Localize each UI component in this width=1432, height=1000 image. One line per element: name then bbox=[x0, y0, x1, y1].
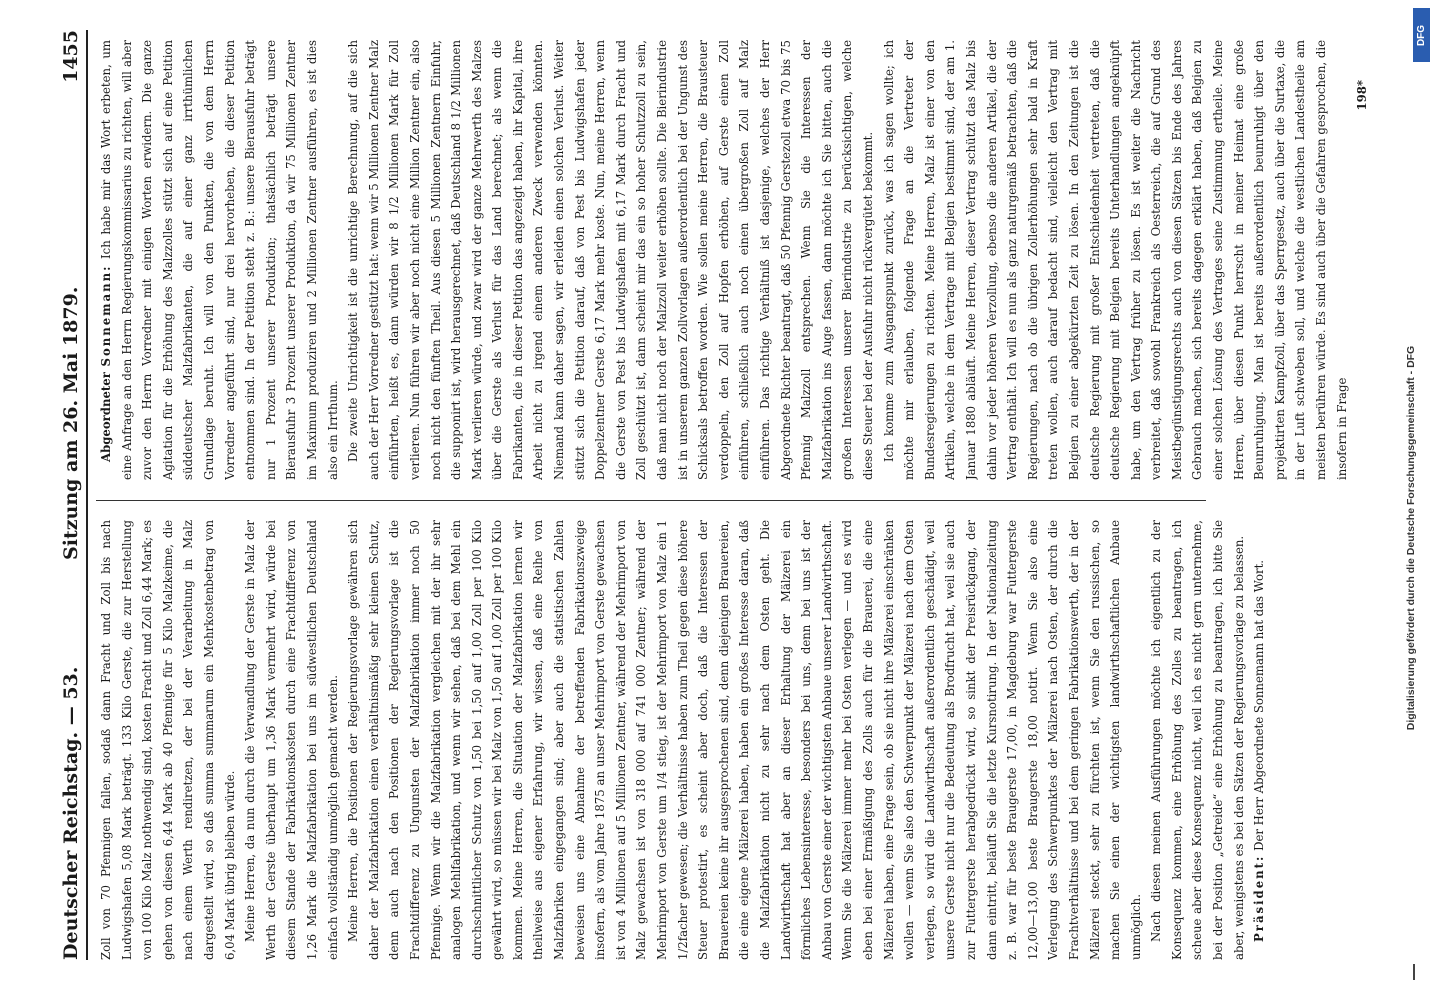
speaker-text: Ich habe mir das Wort erbeten, um eine Anfrage an den Herrn Regierungskommissarius zu richten, will aber zuvor den Herrn Vorredner mit einigen Worten erwidern. Die ganze Agitation für die Erhöhung des Malzzolles stützt sich auf eine Petition süddeutscher Malzfabrikanten, die auf einer ganz irrthümlichen Grundlage beruht. Ich will von den Punkten, die von dem Herrn Vorredner angeführt sind, nur drei hervorheben, die dieser Petition entnommen sind. In der Petition steht z. B.: unsere Bierausfuhr beträgt nur 1 Prozent unserer Produktion; thatsächlich beträgt unsere Bierausfuhr 3 Prozent unserer Produktion, da wir 75 Millionen Zentner im Maximum produziren und 2 Millionen Zentner ausführen, es ist dies also ein Irrthum. bbox=[99, 40, 340, 480]
president-label: Präsident: bbox=[1252, 854, 1267, 942]
column-divider bbox=[96, 500, 1206, 501]
president-paragraph bbox=[1249, 520, 1270, 960]
dfg-logo bbox=[1413, 8, 1430, 62]
speaker-paragraph bbox=[96, 40, 343, 480]
speaker-name: Sonnemann: bbox=[99, 264, 113, 367]
scan-edge-mark bbox=[1413, 964, 1415, 980]
paragraph: Nach diesen meinen Ausführungen möchte ich eigentlich zu der Konsequenz kommen, eine Erhöhung des Zolles zu beantragen, ich scheue aber diese Konsequenz nicht, weil ich es nicht gern unternehme, bei der Position „Getreide“ eine Erhöhung zu beantragen, ich bitte Sie aber, wenigstens es bei den Sätzen der Regierungsvorlage zu belassen. bbox=[1149, 520, 1246, 960]
page-header bbox=[52, 30, 88, 960]
left-text-column bbox=[96, 520, 1376, 960]
header-publication: Deutscher Reichstag. — 53. bbox=[60, 666, 82, 960]
speaker-title: Abgeordneter bbox=[99, 372, 113, 462]
header-session-date: Sitzung am 26. Mai 1879. bbox=[60, 286, 82, 560]
paragraph: Meine Herren, die Positionen der Regierungsvorlage gewähren sich daher der Malzfabrikation einen verhältnismäßig sehr kleinen Schutz, denn auch nach den Positionen der Regierungsvorlage ist die Frachtdifferenz zu Ungunsten der Malzfabrikation immer noch 50 Pfennige. Wenn wir die Malzfabrikation vergleichen mit der ihr sehr analogen Mehlfabrikation, und wenn wir sehen, daß bei dem Mehl ein durchschnittlicher Schutz von 1,50 bei 1,50 auf 1,00 Zoll per 100 Kilo gewährt wird, so müssen wir bei Malz von 1,50 auf 1,00 Zoll per 100 Kilo kommen. Meine Herren, die Situation der Malzfabrikation lernen wir theilweise aus eigener Erfahrung, wir wissen, daß eine Reihe von Malzfabriken eingegangen sind; aber auch die statistischen Zahlen beweisen uns eine Abnahme der betreffenden Fabrikationszweige insofern, als vom Jahre 1875 an unser Mehrimport von Gerste gewachsen ist von 4 Millionen auf 5 Millionen Zentner, während der Mehrimport von Malz gewachsen ist von 318 000 auf 741 000 Zentner; während der Mehrimport von Gerste um 1/4 stieg, ist der Mehrimport von Malz ein 1 1/2facher gewesen; die Verhältnisse haben zum Theil gegen diese höhere Steuer protestirt, es scheint aber doch, daß die Interessen der Brauereien keine ihr ausgesprochenen sind, denn diejenigen Brauereien, die eine eigene Mälzerei haben, haben ein großes Interesse daran, daß die Malzfabrikation nicht zu sehr nach dem Osten geht. Die Landwirthschaft hat aber an dieser Erhaltung der Mälzerei ein förmliches Lebensinteresse, besonders bei uns, denn bei uns ist der Anbau von Gerste einer der wichtigsten Anbaue unserer Landwirthschaft. Wenn Sie die Mälzerei immer mehr bei Osten verlegen — und es wird eben bei einer Ermäßigung des Zolls auch für die Brauerei, die eine Mälzerei haben, eine Frage sein, ob sie nicht ihre Mälzerei einschränken wollen — wenn Sie also den Schwerpunkt der Mälzerei nach dem Osten verlegen, so wird die Landwirthschaft außerordentlich geschädigt, weil unsere Gerste nicht nur die Bedeutung als Brodfrucht hat, weil sie auch zur Futtergerste herabgedrückt wird, so sinkt der Preisrückgang, der dann eintritt, beläuft Sie die letzte Kursnotirung. In der Nationalzeitung z. B. war für beste Braugerste 17,00, in Magdeburg war Futtergerste 12,00—13,00 beste Braugerste 18,00 notirt. Wenn Sie also eine Verlegung des Schwerpunktes der Mälzerei nach Osten, der durch die Frachtverhältnisse und bei dem geringen Fabrikationswerth, der in der Mälzerei steckt, sehr zu fürchten ist, wenn Sie den russischen, so machen Sie einen der wichtigsten landwirthschaftlichen Anbaue unmöglich. bbox=[346, 520, 1143, 960]
paragraph: Zoll von 70 Pfennigen fallen, sodaß dann Fracht und Zoll bis nach Ludwigshafen 5,08 Mark beträgt. 133 Kilo Gerste, die zur Herstellung von 100 Kilo Malz nothwendig sind, kosten Fracht und Zoll 6,44 Mark; es gehen von diesen 6,44 Mark ab 40 Pfennige für 5 Kilo Malzkeime, die nach einem Werth rendiretzen, der bei der Verarbeitung in Malz dargestellt wird, so daß summa summarum ein Mehrkostenbetrag von 6,04 Mark übrig bleiben würde. bbox=[99, 520, 237, 960]
paragraph: Die zweite Unrichtigkeit ist die unrichtige Berechnung, auf die sich auch der Herr Vorredner gestützt hat: wenn wir 5 Millionen Zentner Malz einführten, heißt es, dann würden wir 8 1/2 Millionen Mark für Zoll verlieren. Nun führen wir aber noch nicht eine Million Zentner ein, also noch nicht den fünften Theil. Aus diesen 5 Millionen Zentnern Einfuhr, die supponirt ist, wird herausgerechnet, daß Deutschland 8 1/2 Millionen Mark verlieren würde, und zwar wird der ganze Mehrwerth des Malzes über die Gerste als Verlust für das Land berechnet; als wenn die Fabrikanten, die in dieser Petition das angezeigt haben, ihr Kapital, ihre Arbeit nicht zu irgend einem anderen Zweck verwenden könnten. Niemand kann daher sagen, wir erleiden einen solchen Verlust. Weiter stützt sich die Petition darauf, daß von Pest bis Ludwigshafen jeder Doppelzentner Gerste 6,17 Mark mehr koste. Nun, meine Herren, wenn die Gerste von Pest bis Ludwigshafen mit 6,17 Mark durch Fracht und Zoll geschützt ist, dann scheint mir das ein so hoher Schutzzoll zu sein, daß man nicht noch der Malzzoll weiter erhöhen sollte. Die Bierindustrie ist in unserem ganzen Zollvorlagen außerordentlich bei der Ungunst des Schicksals betroffen worden. Wie sollen meine Herren, die Brausteuer verdoppeln, den Zoll auf Hopfen erhöhen, auf Gerste einen Zoll einführen, schließlich auch noch einen übergroßen Zoll auf Malz einführen. Das richtige Verhältniß ist dasjenige, welches der Herr Abgeordnete Richter beantragt, daß 50 Pfennig Gerstezoll etwa 70 bis 75 Pfennig Malzzoll entsprechen. Wenn Sie die Interessen der Malzfabrikation ins Auge fassen, dann möchte ich Sie bitten, auch die großen Interessen unserer Bierindustrie zu berücksichtigen, welche diese Steuer bei der Ausfuhr nicht rückvergütet bekommt. bbox=[346, 40, 875, 480]
dfg-logo-text: DFG bbox=[1416, 24, 1428, 46]
header-page-number: 1455 bbox=[60, 30, 82, 83]
president-text: Der Herr Abgeordnete Sonnemann hat das Wort. bbox=[1252, 559, 1267, 851]
right-text-column bbox=[96, 40, 1376, 480]
sheet-signature: 198* bbox=[1355, 80, 1370, 111]
dfg-notice-text: Digitalisierung gefördert durch die Deutsche Forschungsgemeinschaft - DFG bbox=[1405, 345, 1418, 730]
paragraph: Meine Herren, da nun durch die Verwandlung der Gerste in Malz der Werth der Gerste überhaupt um 1,36 Mark vermehrt wird, würde bei diesem Stande der Fabrikationskosten durch eine Frachtdifferenz von 1,26 Mark die Malzfabrikation bei uns im südwestlichen Deutschland einfach vollständig unmöglich gemacht werden. bbox=[243, 520, 340, 960]
paragraph: Ich komme zum Ausgangspunkt zurück, was ich sagen wollte; ich möchte mir erlauben, folgende Frage an die Vertreter der Bundesregierungen zu richten. Meine Herren, Malz ist einer von den Artikeln, welche in dem Vertrage mit Belgien bestimmt sind, der am 1. Januar 1880 abläuft. Meine Herren, dieser Vertrag schützt das Malz bis dahin vor jeder höheren Verzollung, ebenso die anderen Artikel, die der Vertrag enthält. Ich will es nun als ganz naturgemäß betrachten, daß die Regierungen, nach ob die übrigen Zollerhöhungen sehr bald in Kraft treten wollen, auch darauf bedacht sind, vielleicht den Vertrag mit Belgien zu einer abgekürzten Zeit zu lösen. In den Zeitungen ist die deutsche Regierung mit großer Entschiedenheit vertreten, daß die deutsche Regierung mit Belgien bereits Unterhandlungen angeknüpft habe, um den Vertrag früher zu lösen. Es ist weiter die Nachricht verbreitet, daß sowohl Frankreich als Oesterreich, die auf Grund des Meistbegünstigungsrechts auch von diesen Sätzen bis Ende des Jahres Gebrauch machen, sich bereits dagegen erklärt haben, daß Belgien zu einer solchen Lösung des Vertrages seine Zustimmung ertheile. Meine Herren, über diesen Punkt herrscht in meiner Heimat eine große Beunruhigung. Man ist bereits außerordentlich beunruhigt über den projektirten Kampfzoll, über das Sperrgesetz, auch über die Surtaxe, die in der Luft schweben soll, und welche die westlichen Landestheile am meisten berühren würde. Es sind auch über die Gefahren gesprochen, die insofern in Frage bbox=[881, 40, 1349, 480]
dfg-digitization-notice bbox=[1396, 80, 1426, 995]
